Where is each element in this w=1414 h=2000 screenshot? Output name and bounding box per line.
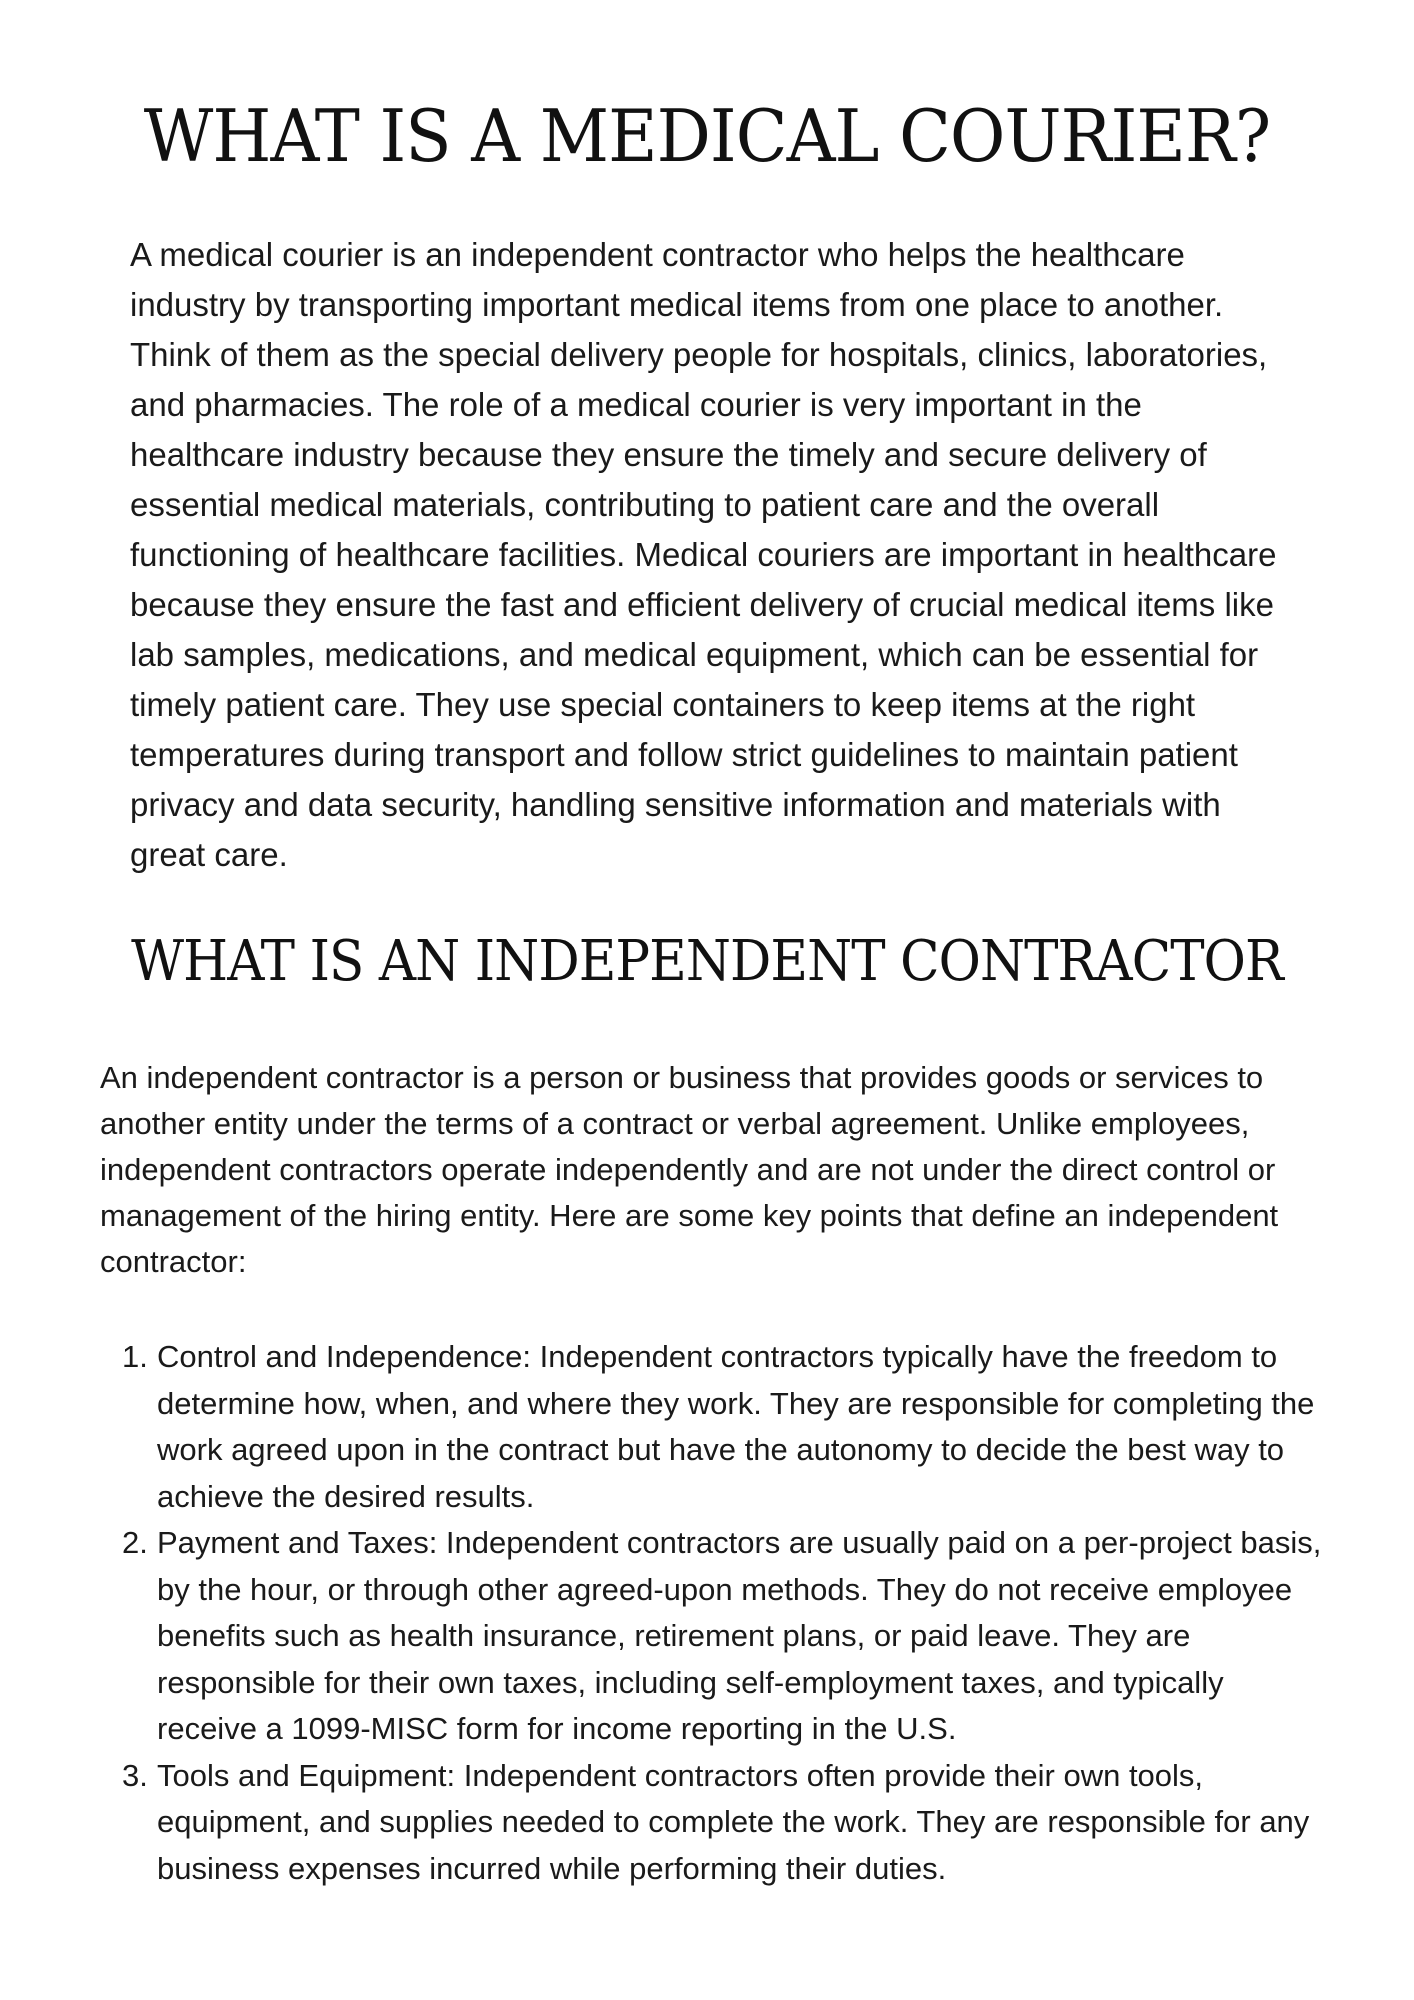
key-point-payment-taxes [122,1520,1322,1753]
key-point-number: 1. [122,1339,148,1374]
key-point-number: 2. [122,1525,148,1560]
independent-contractor-title: WHAT IS AN INDEPENDENT CONTRACTOR [131,929,1283,994]
key-point-control-independence [122,1334,1322,1520]
independent-contractor-key-points [122,1334,1322,1892]
medical-courier-paragraph: A medical courier is an independent contractor who helps the healthcare industry by transporting important medical items from one place to another. Think of them as the special delivery people for hospitals, clinics, laboratories, and pharmacies. The role of a medical courier is very important in the healthcare industry because they ensure the timely and secure delivery of essential medical materials, contributing to patient care and the overall functioning of healthcare facilities. Medical couriers are important in healthcare because they ensure the fast and efficient delivery of crucial medical items like lab samples, medications, and medical equipment, which can be essential for timely patient care. They use special containers to keep items at the right temperatures during transport and follow strict guidelines to maintain patient privacy and data security, handling sensitive information and materials with great care. [130,236,1277,873]
key-point-text: Control and Independence: Independent contractors typically have the freedom to determine how, when, and where they work. They are responsible for completing the work agreed upon in the contract but have the autonomy to decide the best way to achieve the desired results. [157,1339,1315,1514]
key-point-tools-equipment [122,1753,1322,1893]
key-point-number: 3. [122,1757,148,1793]
key-point-text: Tools and Equipment: Independent contractors often provide their own tools, equipment, and supplies needed to complete the work. They are responsible for any business expenses incurred while performing their duties. [157,1757,1310,1886]
key-point-text: Payment and Taxes: Independent contractors are usually paid on a per-project basis, by the hour, or through other agreed-upon methods. They do not receive employee benefits such as health insurance, retirement plans, or paid leave. They are responsible for their own taxes, including self-employment taxes, and typically receive a 1099-MISC form for income reporting in the U.S. [157,1525,1322,1746]
medical-courier-title: WHAT IS A MEDICAL COURIER? [143,94,1271,178]
independent-contractor-paragraph: An independent contractor is a person or business that provides goods or services to another entity under the terms of a contract or verbal agreement. Unlike employees, independent contractors operate independently and are not under the direct control or management of the hiring entity. Here are some key points that define an independent contractor: [100,1060,1279,1279]
